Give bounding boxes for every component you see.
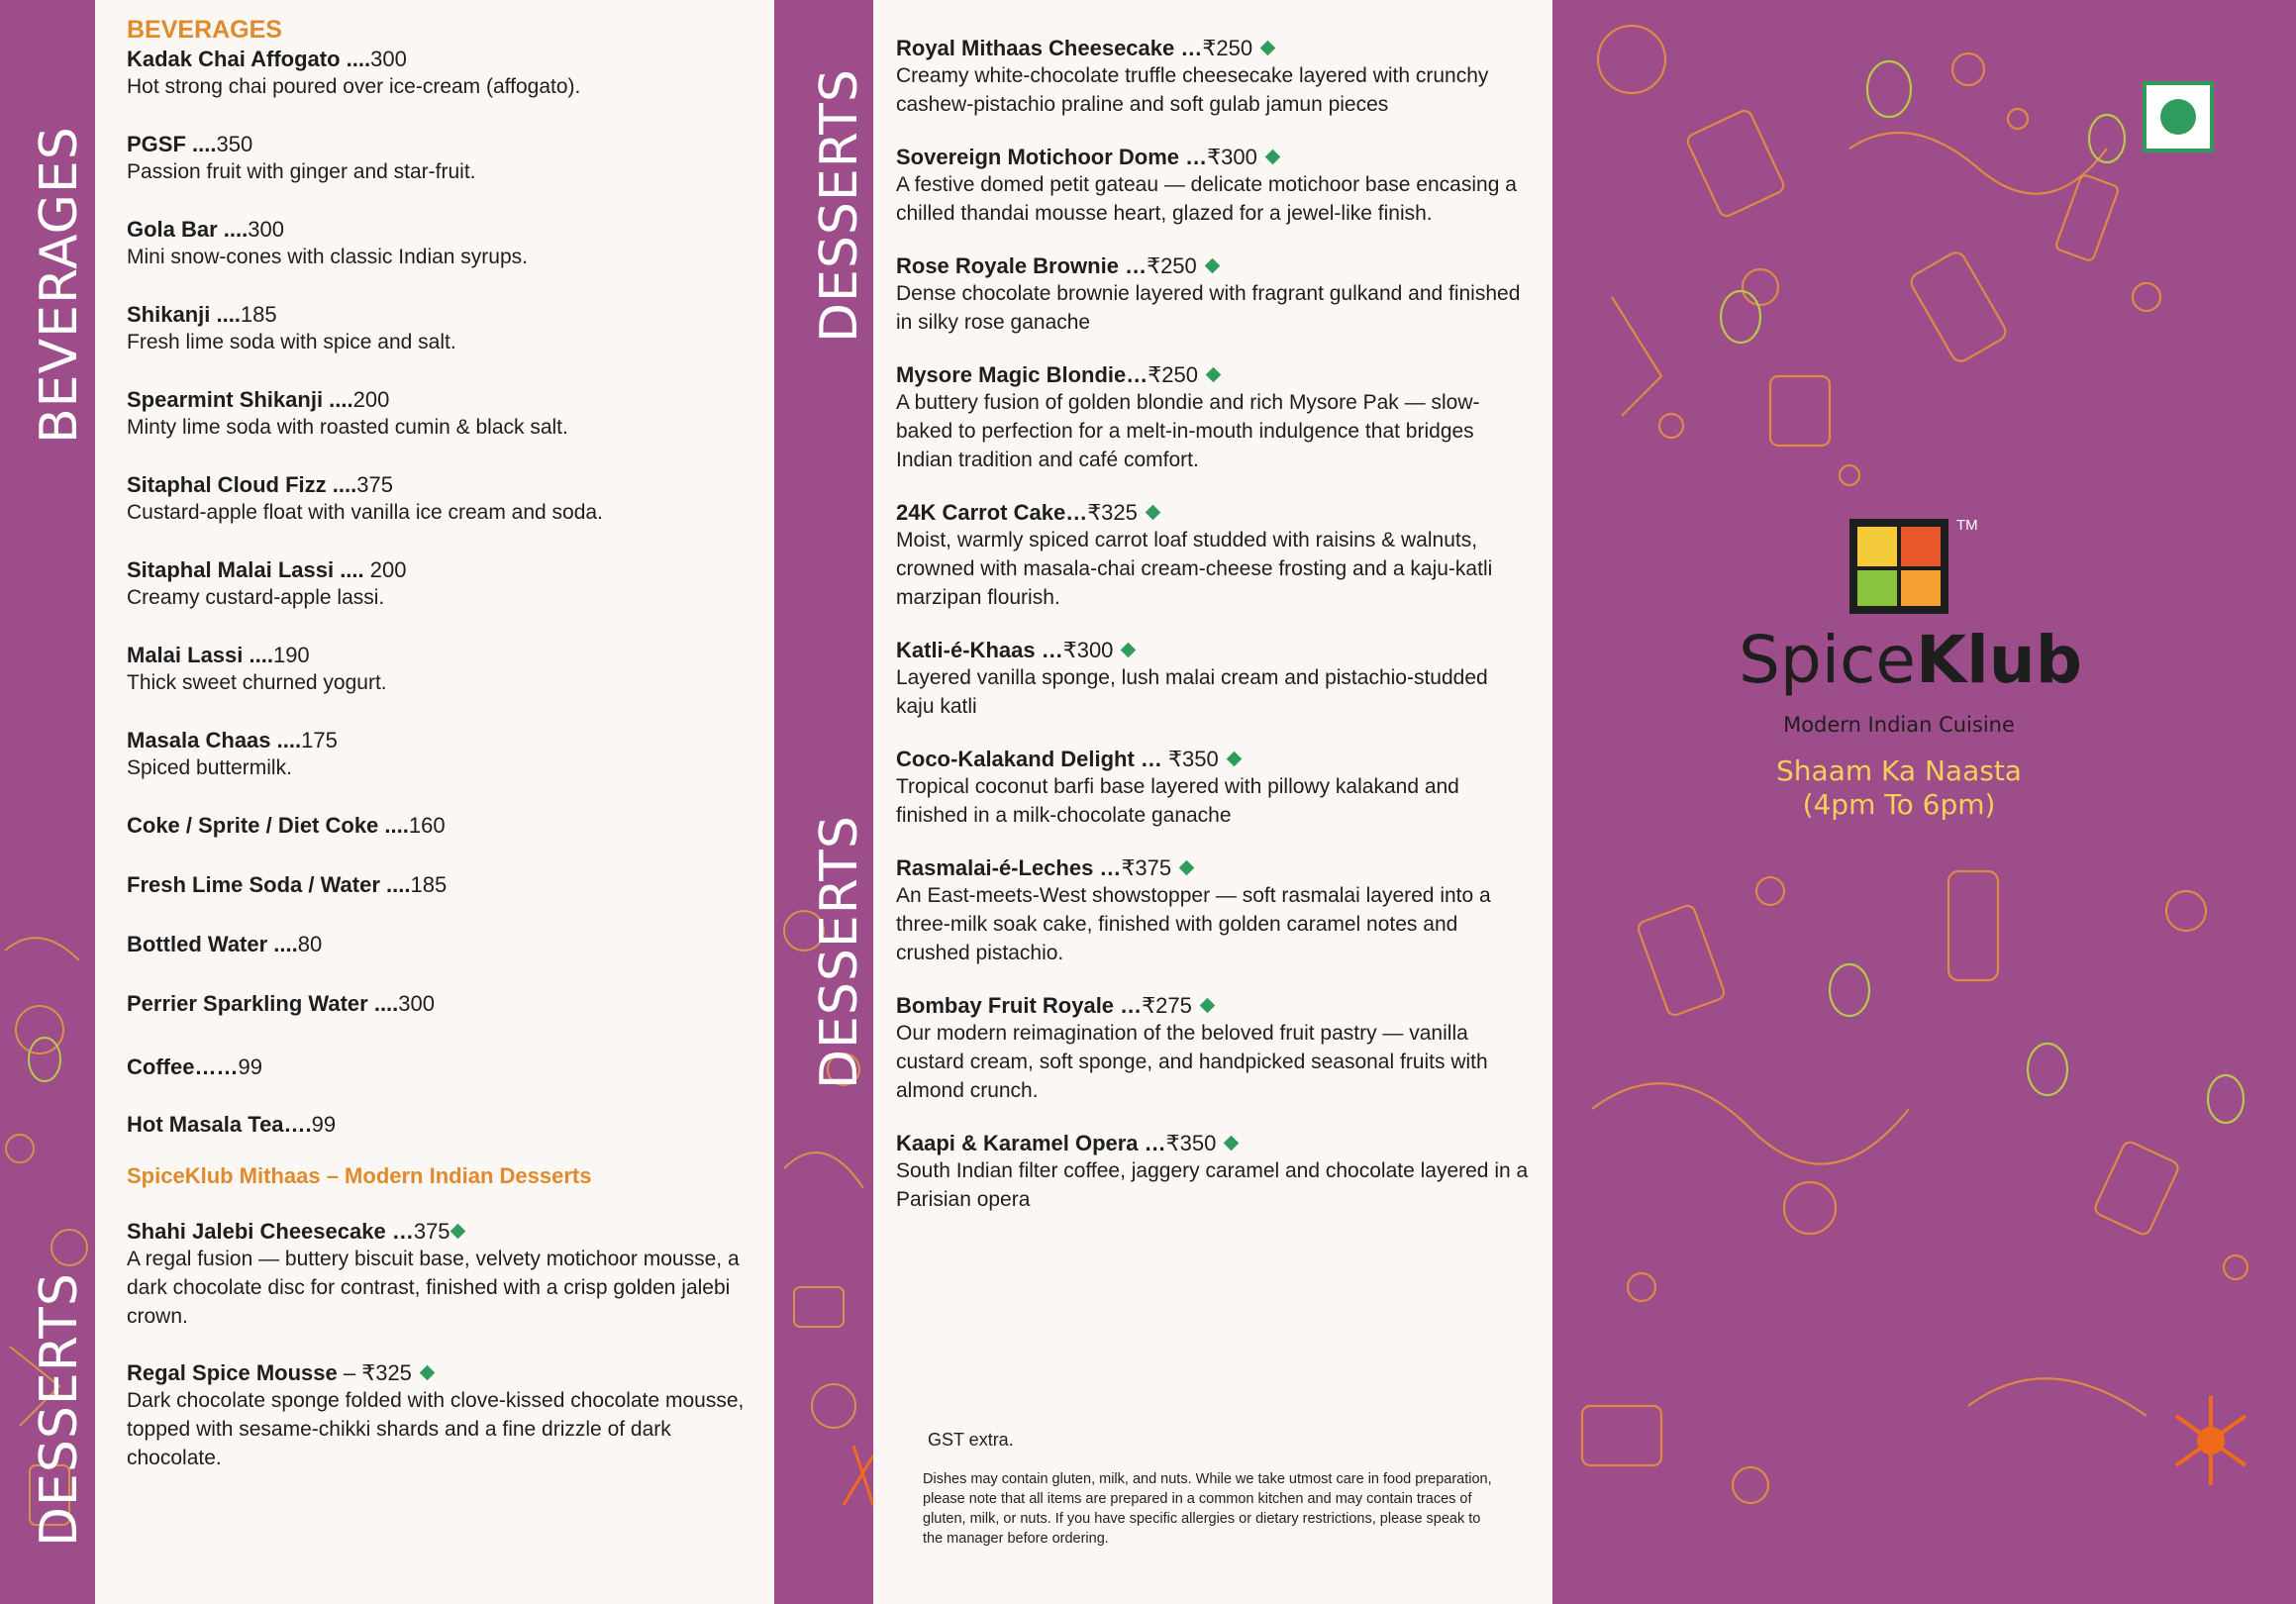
item-title: Gola Bar .... (127, 217, 249, 242)
session-timing: (4pm To 6pm) (1802, 788, 1996, 821)
item-desc: Passion fruit with ginger and star-fruit. (127, 160, 476, 183)
veg-diamond-icon (1226, 752, 1242, 767)
item-title: Regal Spice Mousse (127, 1360, 338, 1385)
menu-item (896, 1131, 1530, 1214)
item-title: Coco-Kalakand Delight … (896, 747, 1169, 771)
item-title: Fresh Lime Soda / Water .... (127, 872, 411, 897)
item-desc: Minty lime soda with roasted cumin & black salt. (127, 416, 568, 439)
item-price: ₹300 (1207, 145, 1257, 169)
item-price: 80 (297, 932, 323, 956)
item-desc: Our modern reimagination of the beloved fruit pastry — vanilla custard cream, soft sponge, and handpicked seasonal fruits with almond crunch. (896, 1022, 1488, 1102)
item-desc: Custard-apple float with vanilla ice cream and soda. (127, 501, 603, 524)
menu-item (896, 362, 1530, 474)
item-title: Coke / Sprite / Diet Coke .... (127, 813, 409, 838)
item-desc: Creamy white-chocolate truffle cheesecake layered with crunchy cashew-pistachio praline and soft gulab jamun pieces (896, 64, 1489, 116)
menu-item (127, 1219, 750, 1331)
item-title: 24K Carrot Cake… (896, 500, 1088, 525)
item-price: 200 (369, 557, 407, 582)
item-price: 175 (301, 728, 338, 752)
item-price: 99 (238, 1054, 262, 1079)
item-desc: South Indian filter coffee, jaggery caramel and chocolate layered in a Parisian opera (896, 1159, 1529, 1211)
veg-diamond-icon (1206, 367, 1222, 383)
veg-diamond-icon (1260, 41, 1276, 56)
item-title: Shikanji .... (127, 302, 241, 327)
menu-item (127, 302, 750, 356)
veg-diamond-icon (1265, 150, 1281, 165)
beverages-heading: BEVERAGES (127, 16, 282, 44)
item-title: Sitaphal Malai Lassi .... (127, 557, 370, 582)
item-desc: Creamy custard-apple lassi. (127, 586, 385, 609)
veg-diamond-icon (1224, 1136, 1240, 1152)
gst-note: GST extra. (928, 1430, 1014, 1450)
item-price: 190 (272, 643, 310, 667)
side-label-desserts-left: DESSERTS (30, 1272, 89, 1547)
item-desc: A festive domed petit gateau — delicate motichoor base encasing a chilled thandai mousse heart, glazed for a jewel-like finish. (896, 173, 1517, 225)
menu-item (127, 728, 750, 782)
item-price: ₹350 (1168, 747, 1219, 771)
menu-item (896, 36, 1530, 119)
item-desc: An East-meets-West showstopper — soft rasmalai layered into a three-milk soak cake, finished with golden caramel notes and crushed pistachio. (896, 884, 1491, 964)
item-title: Sovereign Motichoor Dome … (896, 145, 1208, 169)
cover-ornament-bottom (1552, 852, 2296, 1604)
item-title: PGSF .... (127, 132, 217, 156)
veg-diamond-icon (1179, 860, 1195, 876)
item-price: 200 (352, 387, 390, 412)
item-price: 300 (398, 991, 435, 1016)
menu-item (896, 253, 1530, 337)
veg-diamond-icon (449, 1224, 465, 1240)
brand-wordmark (1739, 622, 2083, 698)
veg-diamond-icon (1146, 505, 1161, 521)
item-price: 375 (413, 1219, 450, 1244)
item-title: Royal Mithaas Cheesecake … (896, 36, 1203, 60)
trademark: TM (1956, 517, 1978, 534)
item-title: Hot Masala Tea…. (127, 1112, 312, 1137)
menu-item (127, 557, 750, 612)
brand-name-light: Spice (1739, 622, 1917, 698)
item-title: Kaapi & Karamel Opera … (896, 1131, 1166, 1155)
menu-item (127, 813, 750, 839)
menu-item (127, 643, 750, 697)
veg-mark-icon (2143, 81, 2214, 152)
menu-item (896, 638, 1530, 721)
item-price: – ₹325 (337, 1360, 412, 1385)
menu-item (127, 872, 750, 898)
item-title: Coffee…… (127, 1054, 239, 1079)
item-title: Bottled Water .... (127, 932, 298, 956)
item-title: Masala Chaas .... (127, 728, 302, 752)
item-title: Rasmalai-é-Leches … (896, 855, 1122, 880)
brand-tagline: Modern Indian Cuisine (1783, 713, 2015, 737)
item-desc: Layered vanilla sponge, lush malai cream and pistachio-studded kaju katli (896, 666, 1488, 718)
menu-item (127, 932, 750, 957)
veg-diamond-icon (1121, 643, 1137, 658)
spiceklub-logo-icon (1849, 519, 1948, 614)
menu-item (896, 145, 1530, 228)
menu-item (896, 855, 1530, 967)
item-price: 185 (410, 872, 448, 897)
item-desc: Dense chocolate brownie layered with fragrant gulkand and finished in silky rose ganache (896, 282, 1521, 334)
item-title: Malai Lassi .... (127, 643, 273, 667)
item-title: Spearmint Shikanji .... (127, 387, 353, 412)
item-title: Rose Royale Brownie … (896, 253, 1148, 278)
menu-item (127, 1360, 750, 1472)
menu-item (127, 132, 750, 186)
item-desc: Fresh lime soda with spice and salt. (127, 331, 456, 353)
session-title: Shaam Ka Naasta (1776, 754, 2022, 787)
menu-item (896, 747, 1530, 830)
item-title: Perrier Sparkling Water .... (127, 991, 399, 1016)
item-price: ₹350 (1165, 1131, 1217, 1155)
item-price: 99 (311, 1112, 337, 1137)
veg-diamond-icon (1205, 258, 1221, 274)
item-price: 185 (240, 302, 277, 327)
item-title: Mysore Magic Blondie… (896, 362, 1148, 387)
item-price: ₹250 (1148, 362, 1198, 387)
beverages-column (127, 16, 750, 1472)
allergen-disclaimer: Dishes may contain gluten, milk, and nuts. While we take utmost care in food preparation, please note that all items are prepared in a common kitchen and may contain traces of gluten, milk, or nuts. If you have specific allergies or dietary restrictions, please speak to the manager before ordering. (923, 1471, 1492, 1547)
veg-diamond-icon (420, 1365, 436, 1381)
item-price: ₹250 (1147, 253, 1197, 278)
desserts-column (896, 36, 1530, 1214)
item-title: Bombay Fruit Royale … (896, 993, 1143, 1018)
side-label-desserts-mid-top: DESSERTS (810, 68, 869, 343)
item-desc: Dark chocolate sponge folded with clove-kissed chocolate mousse, topped with sesame-chikki shards and a fine drizzle of dark chocolate. (127, 1389, 745, 1469)
item-desc: Thick sweet churned yogurt. (127, 671, 387, 694)
mithaas-heading: SpiceKlub Mithaas – Modern Indian Desserts (127, 1163, 592, 1188)
item-desc: Moist, warmly spiced carrot loaf studded with raisins & walnuts, crowned with masala-chai cream-cheese frosting and a kaju-katli marzipan flourish. (896, 529, 1493, 609)
menu-item (127, 217, 750, 271)
brand-name-bold: Klub (1916, 622, 2083, 698)
item-price: ₹250 (1202, 36, 1253, 60)
item-price: ₹300 (1062, 638, 1114, 662)
item-title: Shahi Jalebi Cheesecake … (127, 1219, 414, 1244)
menu-item (127, 991, 750, 1017)
side-label-beverages: BEVERAGES (30, 126, 89, 444)
item-price: 160 (408, 813, 446, 838)
item-desc: Mini snow-cones with classic Indian syrups. (127, 246, 528, 268)
item-desc: A regal fusion — buttery biscuit base, velvety motichoor mousse, a dark chocolate disc for contrast, finished with a crisp golden jalebi crown. (127, 1248, 740, 1328)
item-desc: Spiced buttermilk. (127, 756, 292, 779)
menu-item (127, 1054, 750, 1080)
item-desc: Tropical coconut barfi base layered with pillowy kalakand and finished in a milk-chocolate ganache (896, 775, 1459, 827)
item-title: Kadak Chai Affogato .... (127, 47, 371, 71)
item-price: 350 (216, 132, 253, 156)
menu-item (127, 47, 750, 101)
menu-item (896, 500, 1530, 612)
item-price: 300 (248, 217, 284, 242)
menu-item (127, 472, 750, 527)
veg-diamond-icon (1200, 998, 1216, 1014)
menu-item (127, 1112, 750, 1138)
menu-item (896, 993, 1530, 1105)
item-price: 375 (356, 472, 393, 497)
item-price: 300 (370, 47, 407, 71)
item-desc: A buttery fusion of golden blondie and rich Mysore Pak — slow-baked to perfection for a melt-in-mouth indulgence that bridges Indian tradition and café comfort. (896, 391, 1480, 471)
item-price: ₹325 (1087, 500, 1138, 525)
side-label-desserts-mid-bottom: DESSERTS (810, 815, 869, 1089)
item-desc: Hot strong chai poured over ice-cream (affogato). (127, 75, 581, 98)
item-title: Katli-é-Khaas … (896, 638, 1063, 662)
item-price: ₹275 (1142, 993, 1192, 1018)
item-title: Sitaphal Cloud Fizz .... (127, 472, 357, 497)
menu-item (127, 387, 750, 442)
item-price: ₹375 (1121, 855, 1172, 880)
